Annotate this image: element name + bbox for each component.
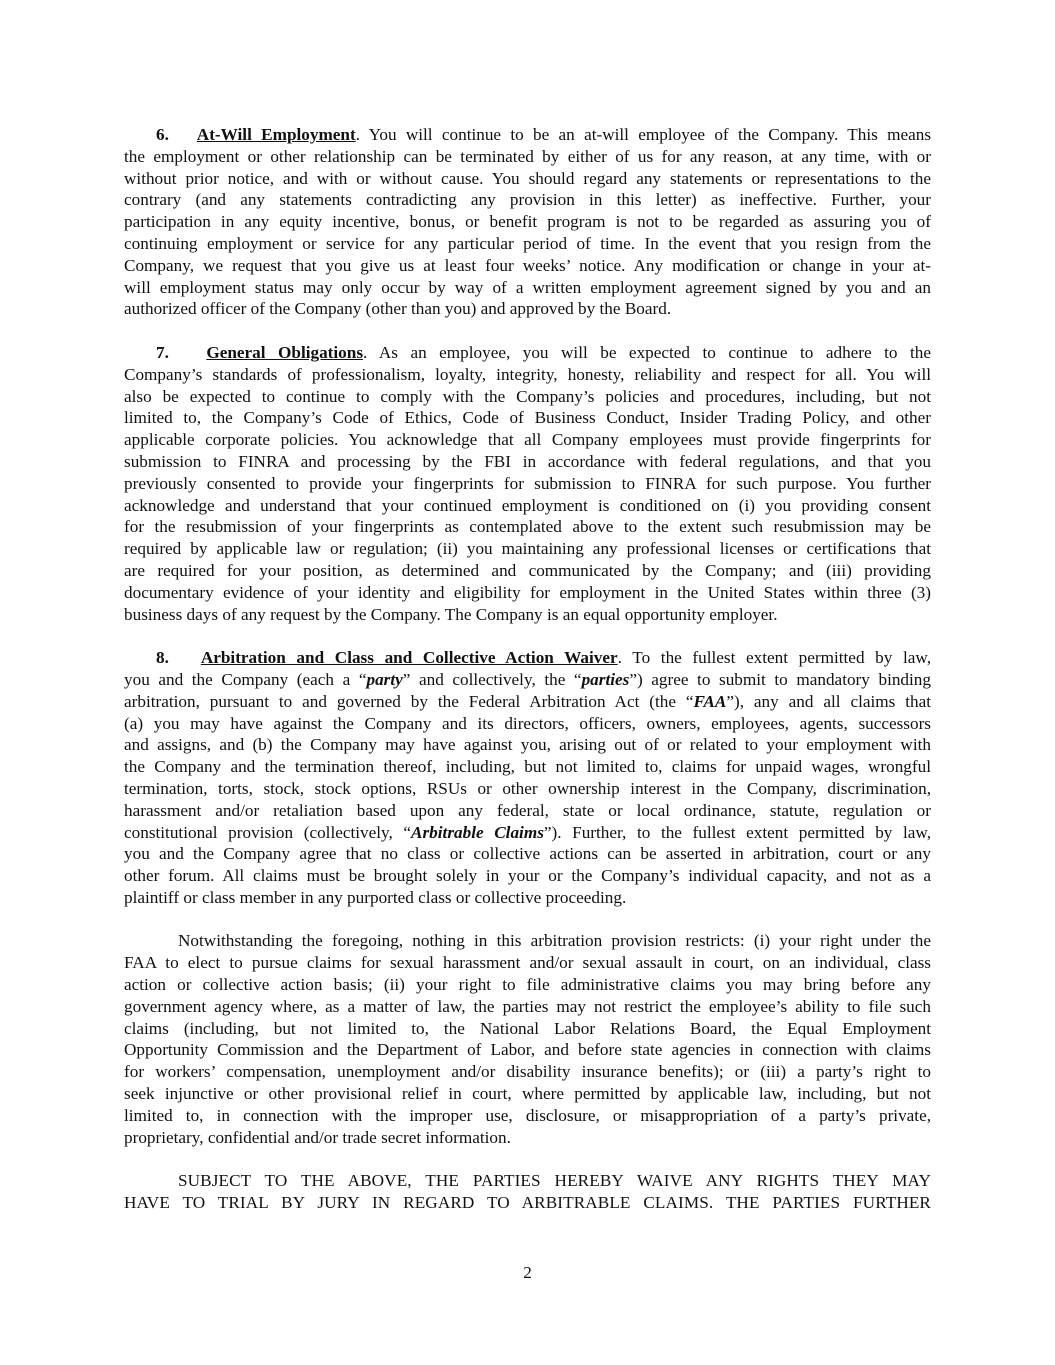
section-number: 8. xyxy=(156,648,169,668)
paragraph-notwithstanding xyxy=(124,930,931,1148)
text-line: other forum. All claims must be brought solely in your or the Company’s individual capacity, and not as a xyxy=(124,866,931,886)
defined-term: parties xyxy=(581,669,630,689)
document-page xyxy=(124,124,931,1236)
section-number: 6. xyxy=(156,125,169,144)
text-line: applicable corporate policies. You acknowledge that all Company employees must provide fingerprints for xyxy=(124,430,931,450)
text-line: without prior notice, and with or without cause. You should regard any statements or representations to the xyxy=(124,168,931,188)
text-line: seek injunctive or other provisional relief in court, where permitted by applicable law, including, but not xyxy=(124,1084,931,1104)
text-line: constitutional provision (collectively, “Arbitrable Claims”). Further, to the fullest extent permitted by law, xyxy=(124,822,931,842)
page-number: 2 xyxy=(523,1263,532,1282)
text-line: Company, we request that you give us at least four weeks’ notice. Any modification or change in your at- xyxy=(124,255,931,275)
text-line: the Company and the termination thereof, including, but not limited to, claims for unpaid wages, wrongful xyxy=(124,757,931,777)
text-line: harassment and/or retaliation based upon any federal, state or local ordinance, statute, regulation or xyxy=(124,800,931,820)
text-line: 8. Arbitration and Class and Collective Action Waiver. To the fullest extent permitted by law, xyxy=(156,648,931,668)
text-line: also be expected to continue to comply with the Company’s policies and procedures, including, but not xyxy=(124,386,931,406)
text-line: limited to, in connection with the improper use, disclosure, or misappropriation of a party’s private, xyxy=(124,1105,931,1125)
text-line: will employment status may only occur by way of a written employment agreement signed by you and an xyxy=(124,277,931,297)
text-line: 6. At-Will Employment. You will continue to be an at-will employee of the Company. This means xyxy=(156,125,932,144)
text-line: action or collective action basis; (ii) your right to file administrative claims you may bring before any xyxy=(124,975,931,995)
defined-term: FAA xyxy=(693,691,727,711)
section-at-will-employment xyxy=(124,124,931,320)
text-line: limited to, the Company’s Code of Ethics, Code of Business Conduct, Insider Trading Policy, and other xyxy=(124,408,931,428)
defined-term: Arbitrable Claims xyxy=(411,822,544,842)
text-line: participation in any equity incentive, bonus, or benefit program is not to be regarded as assuring you of xyxy=(124,212,931,232)
text-line: (a) you may have against the Company and its directors, officers, owners, employees, agents, successors xyxy=(124,713,931,733)
text-line: Company’s standards of professionalism, loyalty, integrity, honesty, reliability and respect for all. You will xyxy=(124,364,931,384)
section-heading: General Obligations xyxy=(206,342,364,362)
text-line: FAA to elect to pursue claims for sexual harassment and/or sexual assault in court, on an individual, class xyxy=(124,953,931,973)
text-line: plaintiff or class member in any purported class or collective proceeding. xyxy=(124,887,627,907)
text-line: for workers’ compensation, unemployment and/or disability insurance benefits); or (iii) a party’s right to xyxy=(124,1062,931,1082)
text-line: are required for your position, as determined and communicated by the Company; and (iii) providing xyxy=(124,560,931,580)
text-line: HAVE TO TRIAL BY JURY IN REGARD TO ARBITRABLE CLAIMS. THE PARTIES FURTHER xyxy=(124,1193,931,1213)
text-line: required by applicable law or regulation; (ii) you maintaining any professional licenses or certifications that xyxy=(124,539,931,559)
text-line: and assigns, and (b) the Company may have against you, arising out of or related to your employment with xyxy=(124,735,931,755)
text-line: you and the Company (each a “party” and collectively, the “parties”) agree to submit to mandatory binding xyxy=(124,669,931,689)
text-line: Opportunity Commission and the Department of Labor, and before state agencies in connection with claims xyxy=(124,1040,931,1060)
text-line: you and the Company agree that no class or collective actions can be asserted in arbitration, court or any xyxy=(124,844,931,864)
section-heading: At-Will Employment xyxy=(196,125,356,144)
text-line: proprietary, confidential and/or trade secret information. xyxy=(124,1127,511,1147)
text-line: Notwithstanding the foregoing, nothing in this arbitration provision restricts: (i) your right under the xyxy=(178,931,931,951)
text-line: continuing employment or service for any particular period of time. In the event that you resign from the xyxy=(124,233,931,253)
section-number: 7. xyxy=(156,342,169,362)
text-line: acknowledge and understand that your continued employment is conditioned on (i) you providing consent xyxy=(124,495,931,515)
text-line: claims (including, but not limited to, the National Labor Relations Board, the Equal Employment xyxy=(124,1018,931,1038)
text-line: government agency where, as a matter of law, the parties may not restrict the employee’s ability to file such xyxy=(124,996,931,1016)
section-arbitration-waiver xyxy=(124,647,931,909)
text-line: for the resubmission of your fingerprints as contemplated above to the extent such resubmission may be xyxy=(124,517,931,537)
text-line: contrary (and any statements contradicting any provision in this letter) as ineffective. Further, your xyxy=(124,190,931,210)
text-line: arbitration, pursuant to and governed by the Federal Arbitration Act (the “FAA”), any and all claims that xyxy=(124,691,931,711)
text-line: submission to FINRA and processing by the FBI in accordance with federal regulations, and that you xyxy=(124,451,931,471)
defined-term: party xyxy=(366,669,403,689)
section-general-obligations xyxy=(124,342,931,625)
text-line: authorized officer of the Company (other than you) and approved by the Board. xyxy=(124,299,672,319)
paragraph-jury-waiver xyxy=(124,1170,931,1214)
text-line: termination, torts, stock, stock options, RSUs or other ownership interest in the Company, discrimination, xyxy=(124,778,931,798)
text-line: business days of any request by the Company. The Company is an equal opportunity employer. xyxy=(124,604,778,624)
section-heading: Arbitration and Class and Collective Action Waiver xyxy=(200,648,618,668)
text-line: documentary evidence of your identity and eligibility for employment in the United States within three (3) xyxy=(124,582,931,602)
text-line: the employment or other relationship can be terminated by either of us for any reason, at any time, with or xyxy=(124,146,931,166)
text-line: SUBJECT TO THE ABOVE, THE PARTIES HEREBY WAIVE ANY RIGHTS THEY MAY xyxy=(178,1171,931,1191)
text-line: previously consented to provide your fingerprints for submission to FINRA for such purpose. You further xyxy=(124,473,931,493)
text-line: 7. General Obligations. As an employee, you will be expected to continue to adhere to the xyxy=(156,342,931,362)
